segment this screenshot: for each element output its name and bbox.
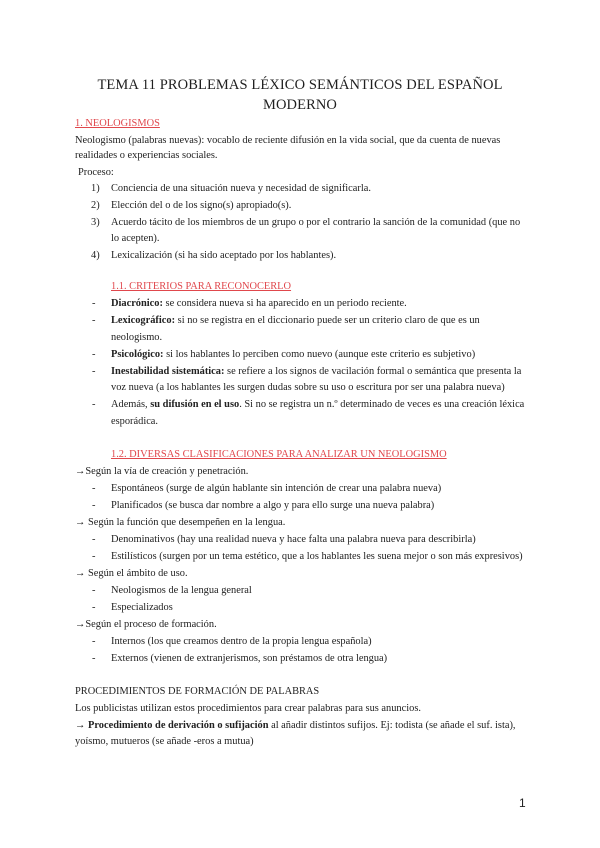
- dash-bullet: -: [92, 500, 96, 511]
- procedure-item-continued: yoísmo, mutueros (se añade -eros a mutua): [75, 736, 254, 747]
- dash-bullet: -: [92, 653, 96, 664]
- classification-item: Neologismos de la lengua general: [111, 585, 252, 596]
- step-number: 3): [91, 217, 100, 228]
- classification-item: Especializados: [111, 602, 173, 613]
- classification-item: Estilísticos (surgen por un tema estético, que a los hablantes les suena mejor o son más expresivos): [111, 551, 523, 562]
- process-label: Proceso:: [78, 167, 114, 178]
- step-text: Acuerdo tácito de los miembros de un grupo o por el contrario la sanción de la comunidad (que no: [111, 217, 521, 228]
- classification-label: → Según el ámbito de uso.: [75, 568, 188, 579]
- step-number: 2): [91, 200, 100, 211]
- classification-item: Internos (los que creamos dentro de la propia lengua española): [111, 636, 372, 647]
- dash-bullet: -: [92, 602, 96, 613]
- definition-line2: realidades o experiencias sociales.: [75, 150, 218, 161]
- step-text-continued: lo acepten).: [111, 233, 160, 244]
- dash-bullet: -: [92, 366, 96, 377]
- dash-bullet: -: [92, 399, 96, 410]
- classification-label: →Según el proceso de formación.: [75, 619, 217, 630]
- page-number: 1: [519, 796, 526, 810]
- criterion-item-continued: esporádica.: [111, 416, 159, 427]
- dash-bullet: -: [92, 483, 96, 494]
- step-text: Lexicalización (si ha sido aceptado por los hablantes).: [111, 250, 337, 261]
- section-heading-clasificaciones: 1.2. DIVERSAS CLASIFICACIONES PARA ANALIZAR UN NEOLOGISMO: [111, 449, 447, 460]
- procedures-heading: PROCEDIMIENTOS DE FORMACIÓN DE PALABRAS: [75, 686, 320, 697]
- dash-bullet: -: [92, 349, 96, 360]
- step-number: 1): [91, 183, 100, 194]
- classification-label: →Según la vía de creación y penetración.: [75, 466, 249, 477]
- criterion-item: Inestabilidad sistemática: se refiere a los signos de vacilación formal o semántica que presenta la: [111, 366, 522, 377]
- criterion-item-continued: voz nueva (a los hablantes les surgen dudas sobre su uso o escritura por ser una palabra nueva): [111, 382, 505, 393]
- classification-item: Espontáneos (surge de algún hablante sin intención de crear una palabra nueva): [111, 483, 442, 494]
- classification-item: Planificados (se busca dar nombre a algo y para ello surge una nueva palabra): [111, 500, 435, 511]
- dash-bullet: -: [92, 636, 96, 647]
- section-heading-criterios: 1.1. CRITERIOS PARA RECONOCERLO: [111, 281, 292, 292]
- procedure-item: → Procedimiento de derivación o sufijación al añadir distintos sufijos. Ej: todista (se añade el suf. ista),: [75, 720, 516, 731]
- classification-item: Denominativos (hay una realidad nueva y hace falta una palabra nueva para describirla): [111, 534, 476, 545]
- classification-item: Externos (vienen de extranjerismos, son préstamos de otra lengua): [111, 653, 388, 664]
- criterion-item: Además, su difusión en el uso. Si no se registra un n.º determinado de veces es una creación léxica: [111, 399, 525, 410]
- dash-bullet: -: [92, 585, 96, 596]
- definition-term: Neologismo (palabras nuevas):: [75, 135, 205, 146]
- document-title-line2: MODERNO: [262, 97, 337, 113]
- document-title-line1: TEMA 11 PROBLEMAS LÉXICO SEMÁNTICOS DEL ESPAÑOL: [97, 77, 503, 93]
- dash-bullet: -: [92, 534, 96, 545]
- procedures-intro: Los publicistas utilizan estos procedimientos para crear palabras para sus anuncios.: [75, 703, 421, 714]
- step-number: 4): [91, 250, 100, 261]
- dash-bullet: -: [92, 551, 96, 562]
- section-heading-neologismos: 1. NEOLOGISMOS: [75, 118, 160, 129]
- dash-bullet: -: [92, 298, 96, 309]
- step-text: Elección del o de los signo(s) apropiado(s).: [111, 200, 292, 211]
- definition-line1: Neologismo (palabras nuevas): vocablo de reciente difusión en la vida social, que da cuenta de nuevas: [75, 135, 501, 146]
- criterion-item-continued: neologismo.: [111, 332, 163, 343]
- arrow-icon: →: [75, 720, 86, 731]
- classification-label: → Según la función que desempeñen en la lengua.: [75, 517, 286, 528]
- dash-bullet: -: [92, 315, 96, 326]
- criterion-item: Diacrónico: se considera nueva si ha aparecido en un periodo reciente.: [111, 298, 407, 309]
- criterion-item: Lexicográfico: si no se registra en el diccionario puede ser un criterio claro de que es un: [111, 315, 480, 326]
- step-text: Conciencia de una situación nueva y necesidad de significarla.: [111, 183, 371, 194]
- criterion-item: Psicológico: si los hablantes lo perciben como nuevo (aunque este criterio es subjetivo): [111, 349, 476, 360]
